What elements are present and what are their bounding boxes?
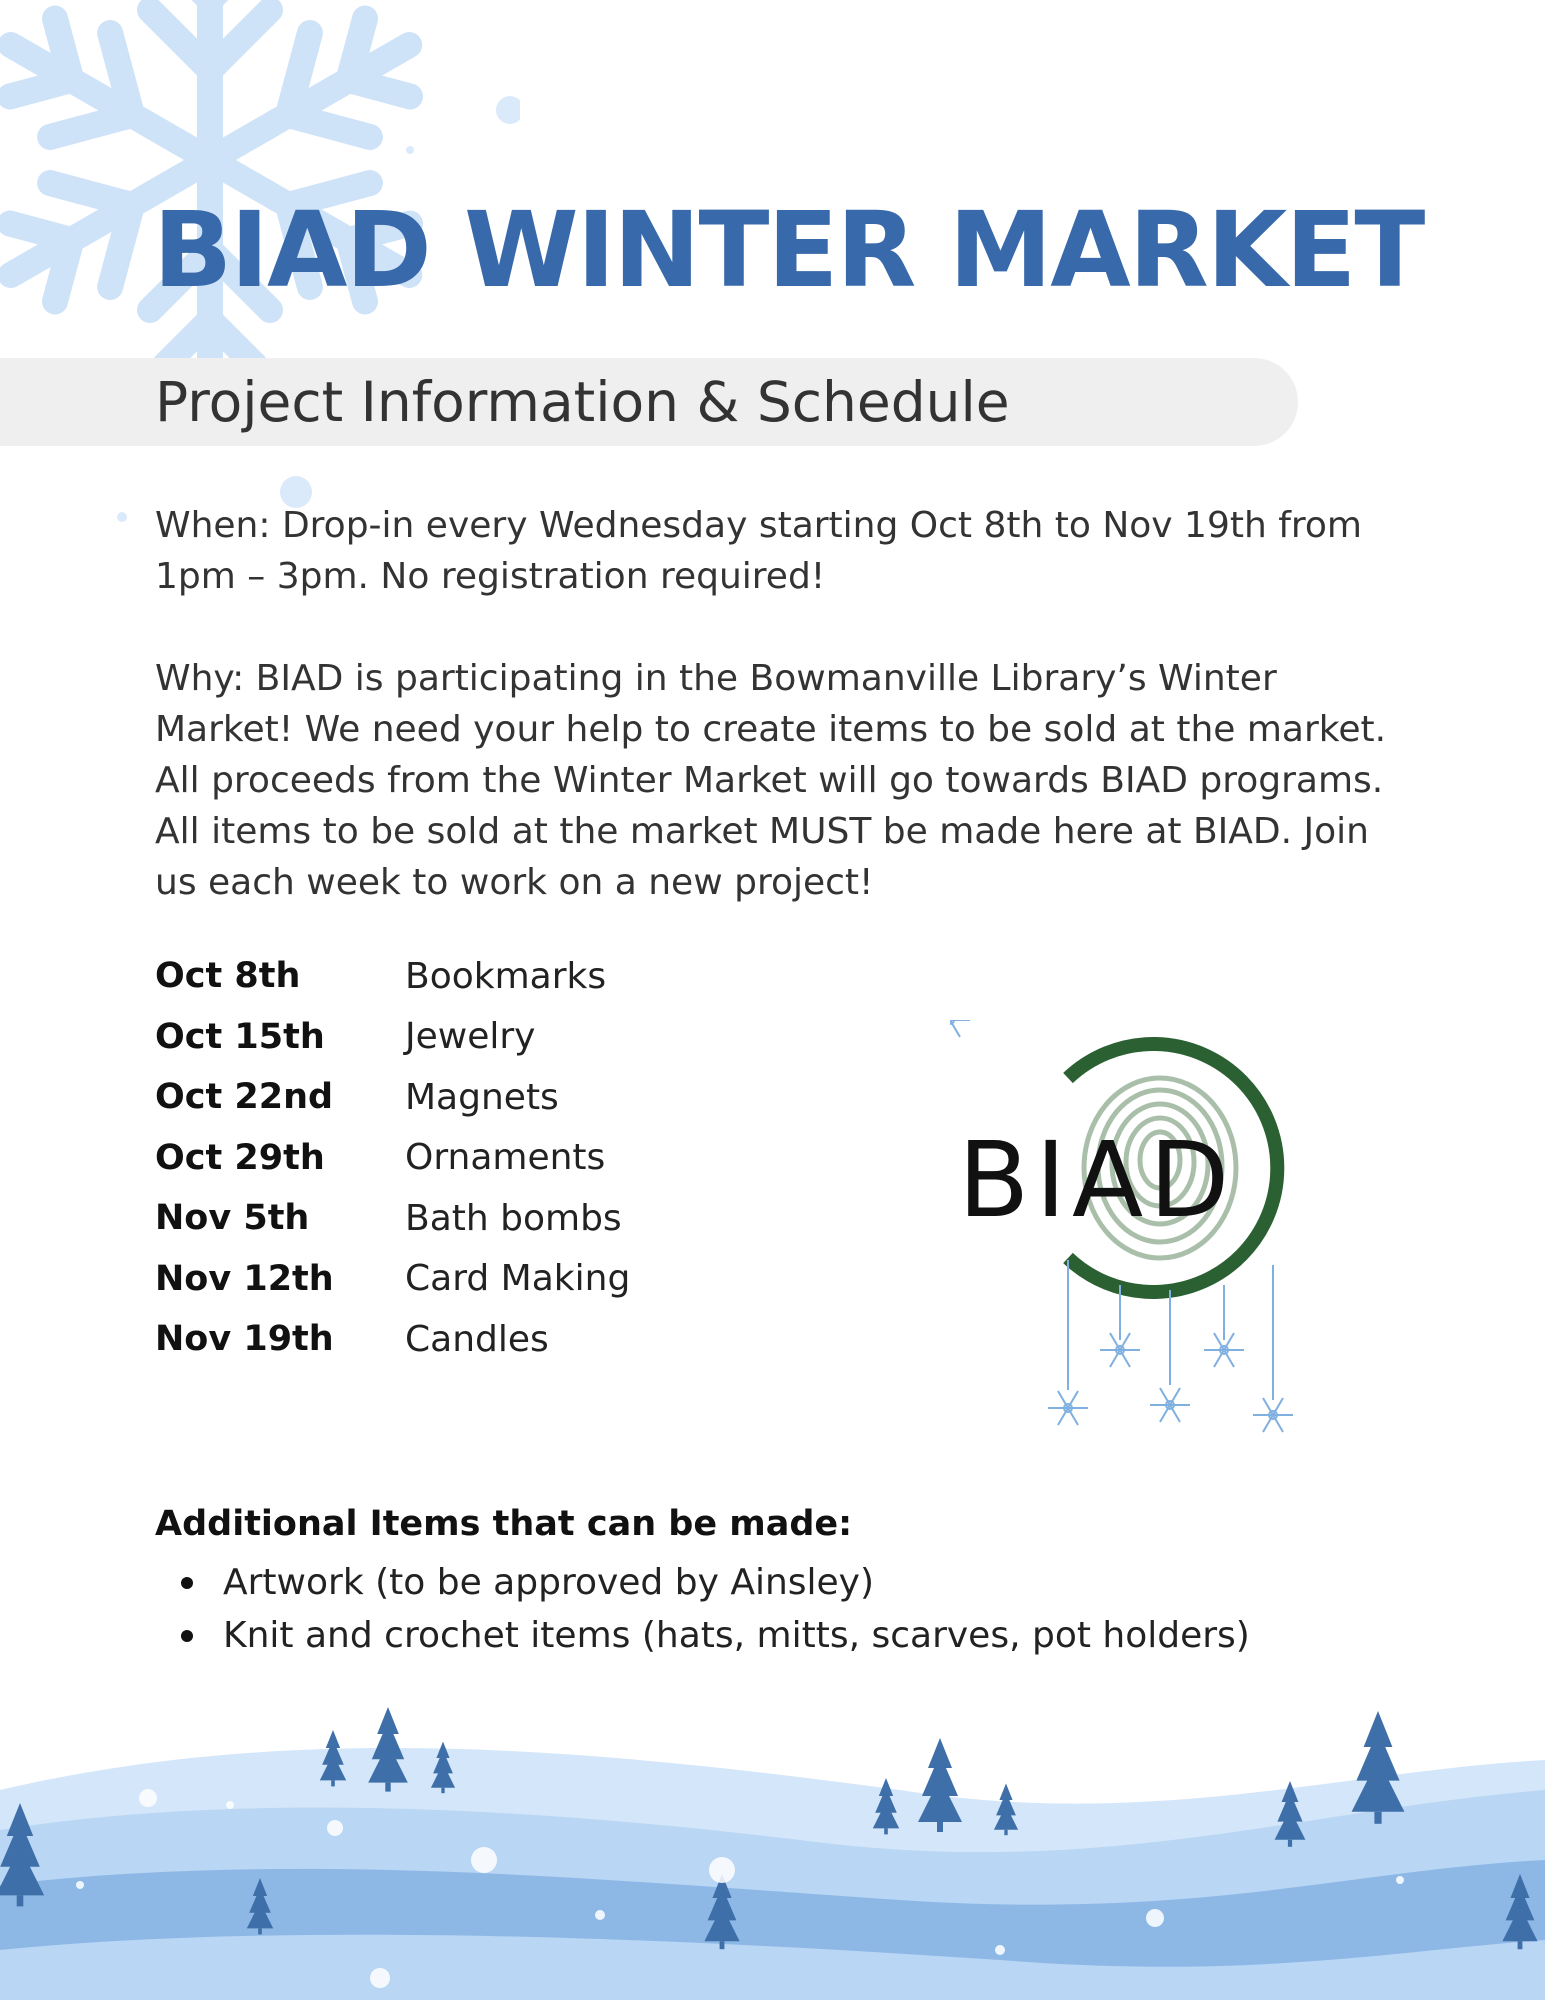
additional-items-heading: Additional Items that can be made:	[155, 1504, 853, 1544]
biad-logo	[950, 1020, 1330, 1440]
ornament-snowflake-icon	[950, 1020, 970, 1037]
bullet-icon	[181, 1577, 193, 1589]
schedule-row	[155, 1309, 715, 1370]
schedule-date: Oct 29th	[155, 1137, 325, 1178]
page-title: BIAD WINTER MARKET	[153, 189, 1424, 311]
logo-text: BIAD	[958, 1119, 1236, 1241]
schedule-date: Nov 12th	[155, 1258, 334, 1299]
schedule-project: Jewelry	[405, 1016, 536, 1058]
schedule-row	[155, 946, 715, 1007]
schedule-project: Candles	[405, 1318, 549, 1360]
schedule-project: Bath bombs	[405, 1197, 622, 1239]
schedule-date: Oct 15th	[155, 1016, 325, 1057]
list-item	[155, 1556, 1250, 1609]
winter-landscape-decoration	[0, 1680, 1545, 2000]
schedule-row	[155, 1188, 715, 1249]
schedule-row	[155, 1128, 715, 1189]
list-item-text: Artwork (to be approved by Ainsley)	[223, 1562, 875, 1603]
schedule-row	[155, 1007, 715, 1068]
additional-items-list	[155, 1556, 1250, 1662]
schedule-row	[155, 1067, 715, 1128]
page-subtitle: Project Information & Schedule	[155, 370, 1010, 434]
schedule-project: Bookmarks	[405, 955, 607, 997]
list-item-text: Knit and crochet items (hats, mitts, scarves, pot holders)	[223, 1615, 1250, 1656]
schedule-date: Nov 19th	[155, 1319, 334, 1360]
schedule-list	[155, 946, 715, 1370]
list-item	[155, 1609, 1250, 1662]
bullet-icon	[181, 1630, 193, 1642]
schedule-date: Oct 22nd	[155, 1077, 334, 1118]
snow-dot-decoration	[115, 510, 129, 524]
schedule-date: Oct 8th	[155, 956, 301, 997]
why-paragraph: Why: BIAD is participating in the Bowmanville Library’s Winter Market! We need your help to create items to be sold at the market. All proceeds from the Winter Market will go towards BIAD programs. All items to be sold at the market MUST be made here at BIAD. Join us each week to work on a new project!	[155, 658, 1387, 903]
when-paragraph: When: Drop-in every Wednesday starting Oct 8th to Nov 19th from 1pm – 3pm. No registration required!	[155, 505, 1363, 597]
schedule-project: Card Making	[405, 1258, 631, 1300]
schedule-project: Ornaments	[405, 1137, 606, 1179]
schedule-project: Magnets	[405, 1076, 559, 1118]
schedule-row	[155, 1249, 715, 1310]
schedule-date: Nov 5th	[155, 1198, 310, 1239]
